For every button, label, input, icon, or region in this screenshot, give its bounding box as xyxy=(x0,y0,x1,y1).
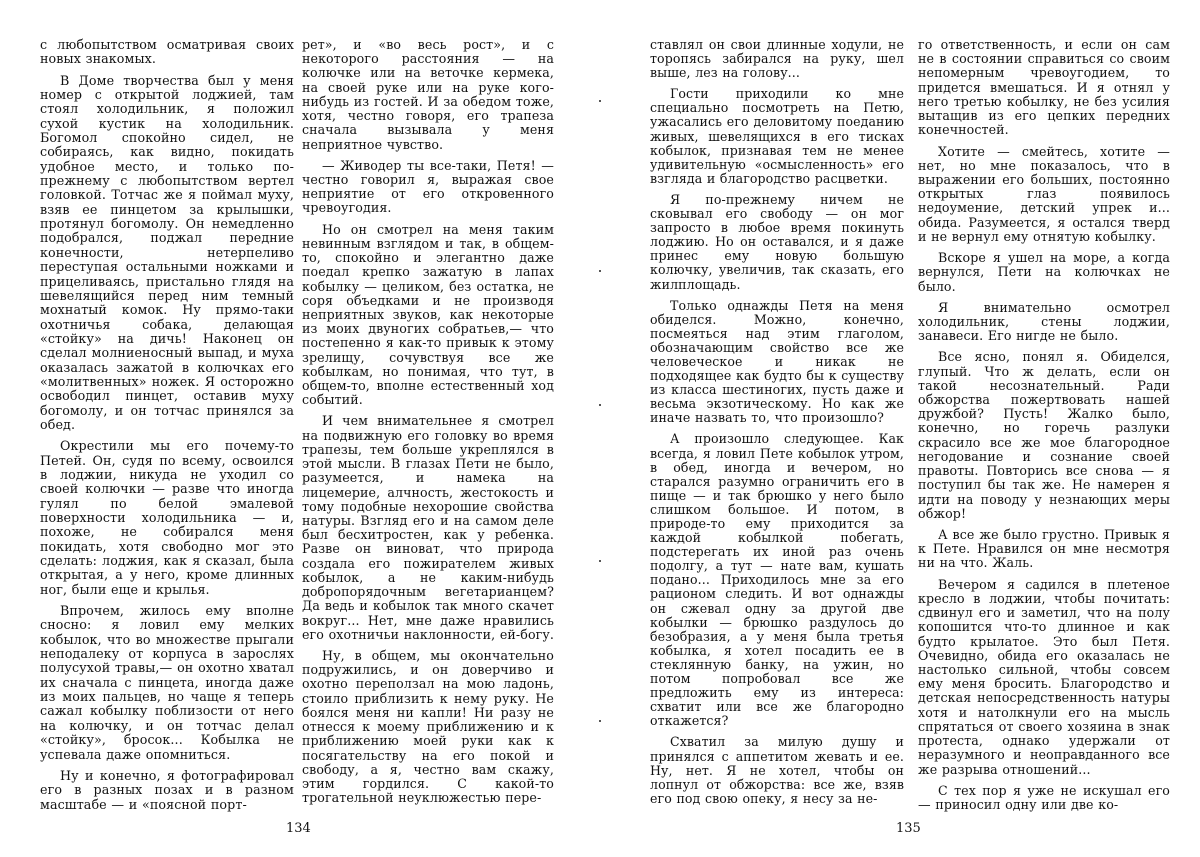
paragraph: Впрочем, жилось ему вполне сносно: я ловил ему мелких кобылок, что во множестве прыгали неподалеку от корпуса в зарослях полусухой травы,— он охотно хватал их сначала с пинцета, иногда даже из моих пальцев, но чаще я теперь сажал кобылку поблизости от него на колючку, и он тотчас делал «стойку», бросок... Кобылка не успевала даже опомниться. xyxy=(40,603,294,762)
paragraph: — Живодер ты все-таки, Петя! — честно говорил я, выражая свое неприятие от его откровенного чревоугодия. xyxy=(302,157,554,216)
paragraph: Только однажды Петя на меня обиделся. Можно, конечно, посмеяться над этим глаголом, обозначающим свойство все же человеческое и никак не подходящее как будто бы к существу из класса шестиногих, пусть даже и весьма экзотическому. Но как же иначе назвать то, что произошло? xyxy=(650,297,904,426)
paragraph: Ну и конечно, я фотографировал его в разных позах и в разном масштабе — и «поясной порт- xyxy=(40,767,294,812)
right-page-column-1 xyxy=(650,38,904,806)
gutter-mark xyxy=(599,720,601,722)
paragraph: Схватил за милую душу и принялся с аппетитом жевать и ее. Ну, нет. Я не хотел, чтобы он лопнул от обжорства: все же, взяв его под свою опеку, я несу за не- xyxy=(650,734,904,806)
left-page-column-2 xyxy=(302,38,554,805)
paragraph: Ну, в общем, мы окончательно подружились, и он доверчиво и охотно переползал на мою ладонь, стоило приблизить к нему руку. Не боялся меня ни капли! Ни разу не отнесся к моему приближению и к приближению моей руки как к посягательству на его покой и свободу, а я, честно вам скажу, этим гордился. С какой-то трогательной неуклюжестью пере- xyxy=(302,647,554,806)
gutter-mark xyxy=(599,404,601,406)
gutter-mark xyxy=(599,100,601,102)
paragraph: Гости приходили ко мне специально посмотреть на Петю, ужасались его деловитому поеданию живых, шевелящихся в его тисках кобылок, признавая тем не менее удивительную «осмысленность» его взгляда и благородство расцветки. xyxy=(650,86,904,186)
paragraph: И чем внимательнее я смотрел на подвижную его головку во время трапезы, тем больше укреплялся в этой мысли. В глазах Пети не было, разумеется, и намека на лицемерие, алчность, жестокость и тому подобные нехорошие свойства натуры. Взгляд его и на самом деле был бесхитростен, как у ребенка. Разве он виноват, что природа создала его пожирателем живых кобылок, а не каким-нибудь добропорядочным вегетарианцем? Да ведь и кобылок так много скачет вокруг... Нет, мне даже нравились его охотничьи наклонности, ей-богу. xyxy=(302,413,554,642)
paragraph: Вскоре я ушел на море, а когда вернулся, Пети на колючках не было. xyxy=(918,250,1170,294)
left-page-column-1 xyxy=(40,38,294,812)
right-page-column-2 xyxy=(918,38,1170,812)
paragraph: с любопытством осматривая своих новых знакомых. xyxy=(40,37,294,67)
gutter-mark xyxy=(599,560,601,562)
paragraph: В Доме творчества был у меня номер с открытой лоджией, там стоял холодильник, я положил сухой кустик на холодильник. Богомол спокойно сидел, не собираясь, как видно, покидать удобное место, и только по-прежнему с любопытством вертел головкой. Тотчас же я поймал муху, взяв ее пинцетом за крылышки, протянул богомолу. Он немедленно подобрался, поджал передние конечности, нетерпеливо переступая остальными ножками и прицеливаясь, пристально глядя на шевелящийся перед ним темный мохнатый комок. Ну прямо-таки охотничья собака, делающая «стойку» на дичь! Наконец он сделал молниеносный выпад, и муха оказалась зажатой в колючках его «молитвенных» ножек. Я осторожно освободил пинцет, оставив муху богомолу, и он тотчас принялся за обед. xyxy=(40,72,294,432)
paragraph: А произошло следующее. Как всегда, я ловил Пете кобылок утром, в обед, иногда и вечером, но старался разумно ограничить его в пище — и так брюшко у него было слишком большое. И потом, в природе-то ему приходится за каждой кобылкой побегать, подстерегать их иной раз очень подолгу, а тут — нате вам, кушать подано... Приходилось мне за его рационом следить. И вот однажды он сжевал одну за другой две кобылки — брюшко раздулось до безобразия, а у меня была третья кобылка, я хотел посадить ее в стеклянную банку, на ужин, но потом попробовал все же предложить ему из интереса: схватит или все же благородно откажется? xyxy=(650,431,904,729)
paragraph: го ответственность, и если он сам не в состоянии справиться со своим непомерным чревоугодием, то придется вмешаться. И я отнял у него третью кобылку, не без усилия вытащив из его цепких передних конечностей. xyxy=(918,37,1170,138)
paragraph: А все же было грустно. Привык я к Пете. Нравился он мне несмотря ни на что. Жаль. xyxy=(918,527,1170,571)
right-page xyxy=(600,0,1200,857)
paragraph: С тех пор я уже не искушал его — приносил одну или две ко- xyxy=(918,782,1170,812)
page-number: 134 xyxy=(286,821,311,836)
paragraph: Я внимательно осмотрел холодильник, стены лоджии, занавеси. Его нигде не было. xyxy=(918,299,1170,344)
gutter-mark xyxy=(599,270,601,272)
page-number: 135 xyxy=(896,821,921,836)
paragraph: Вечером я садился в плетеное кресло в лоджии, чтобы почитать: сдвинул его и заметил, что на полу копошится что-то длинное и как будто крылатое. Это был Петя. Очевидно, обида его оказалась не настолько сильной, чтобы совсем ему меня бросить. Благородство и детская непосредственность натуры хотя и натолкнули его на мысль спрятаться от своего хозяина в знак протеста, однако удержали от неразумного и неоправданного все же разрыва отношений... xyxy=(918,576,1170,777)
paragraph: Я по-прежнему ничем не сковывал его свободу — он мог запросто в любое время покинуть лоджию. Но он оставался, и я даже принес ему новую большую колючку, увеличив, так сказать, его жилплощадь. xyxy=(650,191,904,292)
paragraph: ставлял он свои длинные ходули, не торопясь забирался на руку, шел выше, лез на голову... xyxy=(650,37,904,81)
paragraph: Все ясно, понял я. Обиделся, глупый. Что ж делать, если он такой несознательный. Ради обжорства пожертвовать нашей дружбой? Пусть! Жалко было, конечно, но горечь разлуки скрасило все же мое благородное негодование и сознание своей правоты. Повторись все снова — я поступил бы так же. Не намерен я идти на поводу у незнающих меры обжор! xyxy=(918,349,1170,521)
paragraph: рет», и «во весь рост», и с некоторого расстояния — на колючке или на веточке кермека, на своей руке или на руке кого-нибудь из гостей. И за обедом тоже, хотя, честно говоря, его трапеза сначала вызывала у меня неприятное чувство. xyxy=(302,37,554,152)
paragraph: Хотите — смейтесь, хотите — нет, но мне показалось, что в выражении его больших, постоянно открытых глаз появилось недоумение, детский упрек и... обида. Разумеется, я остался тверд и не вернул ему отнятую кобылку. xyxy=(918,143,1170,244)
paragraph: Окрестили мы его почему-то Петей. Он, судя по всему, освоился в лоджии, никуда не уходил со своей колючки — разве что иногда гулял по белой эмалевой поверхности холодильника — и, похоже, не собирался меня покидать, хотя свободно мог это сделать: лоджия, как я сказал, была открытая, а у него, кроме длинных ног, были еще и крылья. xyxy=(40,438,294,597)
paragraph: Но он смотрел на меня таким невинным взглядом и так, в общем-то, спокойно и элегантно даже поедал крепко зажатую в лапах кобылку — целиком, без остатка, не соря объедками и не производя неприятных звуков, как некоторые из моих двуногих собратьев,— что постепенно я как-то привык к этому зрелищу, сочувствуя все же кобылкам, но понимая, что тут, в общем-то, вполне естественный ход событий. xyxy=(302,221,554,408)
